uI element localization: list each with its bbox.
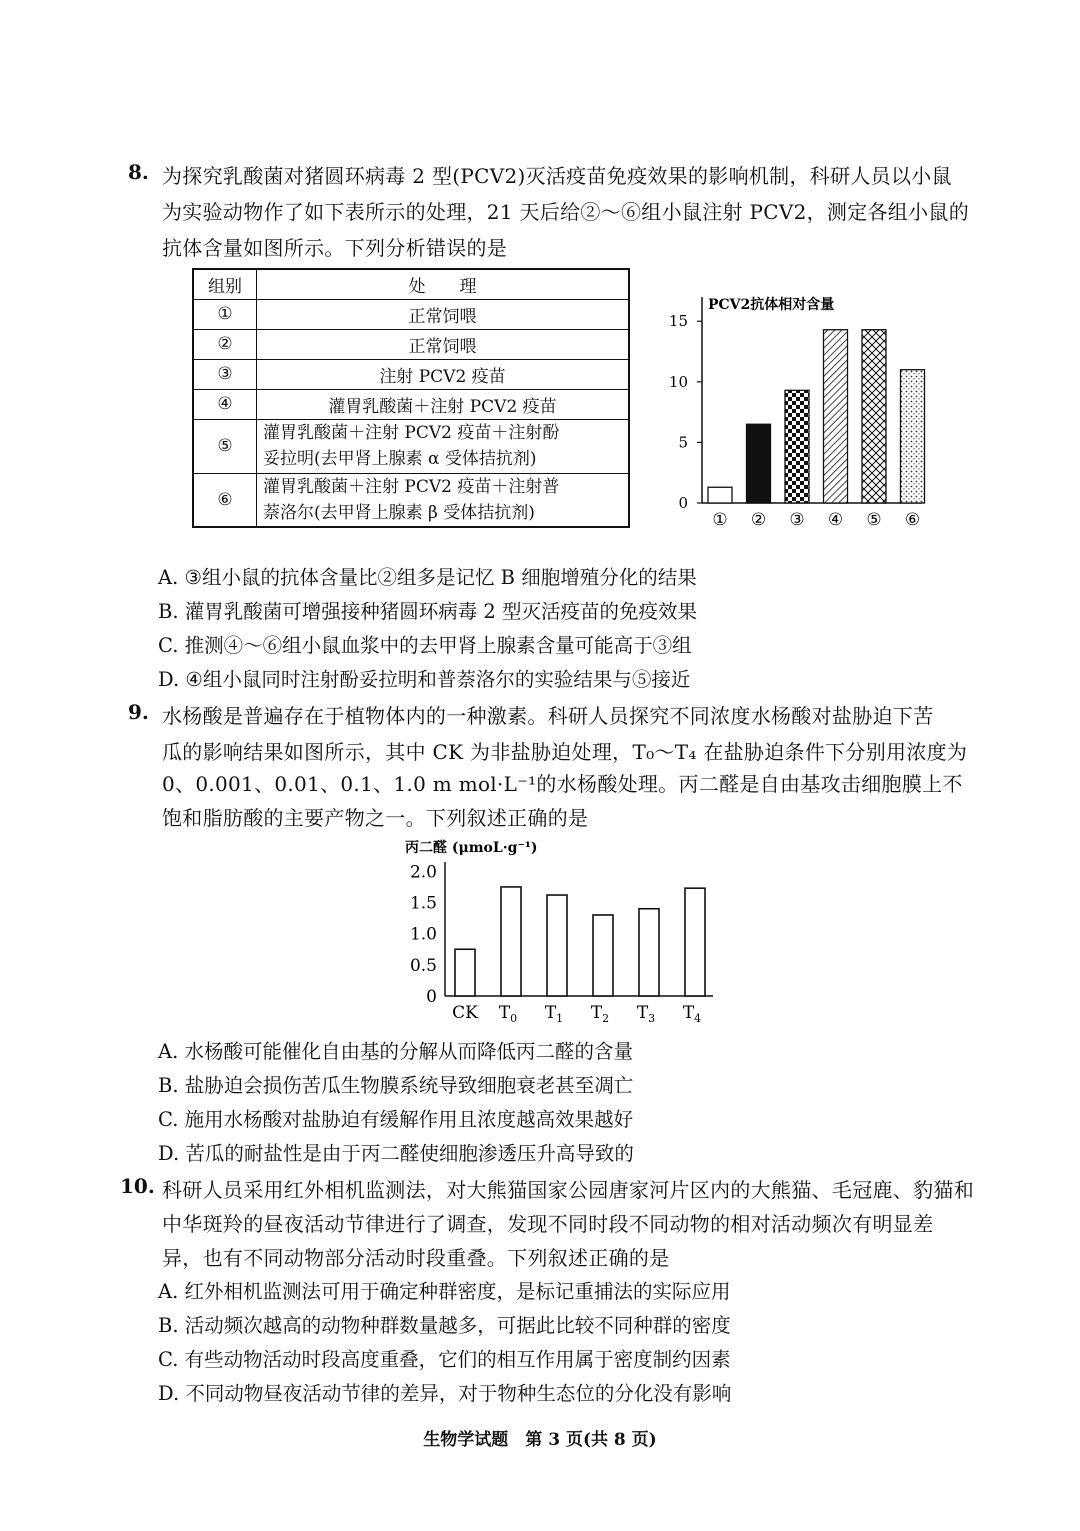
y-tick-label: 15	[668, 312, 688, 331]
x-tick-label: $T_4$	[682, 1003, 702, 1025]
bar-T4	[685, 888, 705, 996]
table-row	[193, 473, 629, 527]
q10-option-a[interactable]: A. 红外相机监测法可用于确定种群密度，是标记重捕法的实际应用	[158, 1280, 731, 1303]
q10-line: 异，也有不同动物部分活动时段重叠。下列叙述正确的是	[162, 1246, 670, 1270]
q8-number: 8.	[128, 160, 149, 184]
group-cell: ⑤	[193, 419, 257, 473]
group-cell: ②	[193, 329, 257, 359]
y-tick-label: 0	[678, 494, 688, 512]
q8-option-a[interactable]: A. ③组小鼠的抗体含量比②组多是记忆 B 细胞增殖分化的结果	[158, 566, 697, 589]
q10-number: 10.	[120, 1174, 155, 1198]
q9-line: 水杨酸是普遍存在于植物体内的一种激素。科研人员探究不同浓度水杨酸对盐胁迫下苦	[162, 704, 934, 728]
treatment-cell: 正常饲喂	[257, 299, 630, 329]
q10-option-c[interactable]: C. 有些动物活动时段高度重叠，它们的相互作用属于密度制约因素	[158, 1348, 731, 1371]
table-row	[193, 389, 629, 419]
x-tick-label: $T_2$	[590, 1003, 610, 1025]
q8-option-b[interactable]: B. 灌胃乳酸菌可增强接种猪圆环病毒 2 型灭活疫苗的免疫效果	[158, 600, 698, 623]
chart-title: 丙二醛 (μmoL·g⁻¹)	[405, 840, 538, 856]
q8-line: 为实验动物作了如下表所示的处理，21 天后给②～⑥组小鼠注射 PCV2，测定各组小鼠的	[162, 200, 969, 224]
q10-line: 科研人员采用红外相机监测法，对大熊猫国家公园唐家河片区内的大熊猫、毛冠鹿、豹猫和	[162, 1178, 974, 1202]
treatment-cell	[257, 473, 630, 527]
treatment-line: 萘洛尔(去甲肾上腺素 β 受体拮抗剂)	[263, 502, 535, 523]
bar-T0	[501, 887, 521, 996]
x-tick-label: ③	[789, 510, 805, 530]
bar-T2	[593, 915, 613, 996]
table-row	[193, 329, 629, 359]
bar-3	[785, 390, 809, 503]
q10-option-d[interactable]: D. 不同动物昼夜活动节律的差异，对于物种生态位的分化没有影响	[158, 1382, 732, 1405]
q9-line: 0、0.001、0.01、0.1、1.0 m mol·L⁻¹的水杨酸处理。丙二醛是自由基攻击细胞膜上不	[162, 772, 963, 796]
chart-title: PCV2抗体相对含量	[708, 297, 835, 313]
x-tick-label: ⑥	[904, 510, 921, 530]
table-header-row	[193, 269, 629, 299]
bar-CK	[455, 949, 475, 996]
x-tick-label: $T_0$	[498, 1003, 518, 1025]
q8-line: 抗体含量如图所示。下列分析错误的是	[162, 236, 508, 260]
q8-option-d[interactable]: D. ④组小鼠同时注射酚妥拉明和普萘洛尔的实验结果与⑤接近	[158, 668, 691, 691]
y-tick-label: 2.0	[409, 862, 437, 883]
treatment-cell: 灌胃乳酸菌＋注射 PCV2 疫苗	[257, 389, 630, 419]
q9-number: 9.	[128, 700, 149, 724]
bar-1	[708, 487, 732, 503]
y-tick-label: 1.0	[409, 924, 437, 945]
x-tick-label: ②	[750, 510, 767, 530]
q9-option-b[interactable]: B. 盐胁迫会损伤苦瓜生物膜系统导致细胞衰老甚至凋亡	[158, 1074, 634, 1097]
x-tick-label: ①	[712, 510, 728, 530]
treatment-cell: 注射 PCV2 疫苗	[257, 359, 630, 389]
q10-line: 中华斑羚的昼夜活动节律进行了调查，发现不同时段不同动物的相对活动频次有明显差	[162, 1212, 934, 1236]
bar-6	[901, 370, 925, 503]
y-tick-label: 5	[678, 433, 688, 452]
treatment-line: 妥拉明(去甲肾上腺素 α 受体拮抗剂)	[263, 449, 537, 469]
group-cell: ③	[193, 359, 257, 389]
page-footer: 生物学试题 第 3 页(共 8 页)	[423, 1430, 657, 1450]
y-tick-label: 10	[668, 372, 688, 391]
bar-T3	[639, 909, 659, 996]
mda-chart	[395, 832, 725, 1032]
q9-line: 饱和脂肪酸的主要产物之一。下列叙述正确的是	[162, 806, 589, 830]
x-tick-label: CK	[452, 1003, 478, 1023]
group-cell: ④	[193, 389, 257, 419]
treatment-line: 灌胃乳酸菌＋注射 PCV2 疫苗＋注射酚	[263, 423, 560, 443]
x-tick-label: ⑤	[866, 510, 882, 530]
header-treatment: 处 理	[257, 269, 630, 299]
treatment-cell: 正常饲喂	[257, 329, 630, 359]
table-row	[193, 299, 629, 329]
x-tick-label: $T_1$	[544, 1003, 564, 1025]
q8-option-c[interactable]: C. 推测④～⑥组小鼠血浆中的去甲肾上腺素含量可能高于③组	[158, 634, 692, 657]
q9-line: 瓜的影响结果如图所示，其中 CK 为非盐胁迫处理，T₀～T₄ 在盐胁迫条件下分别用浓度为	[162, 740, 968, 764]
group-cell: ⑥	[193, 473, 257, 527]
x-tick-label: $T_3$	[636, 1003, 656, 1025]
q9-option-c[interactable]: C. 施用水杨酸对盐胁迫有缓解作用且浓度越高效果越好	[158, 1108, 634, 1131]
pcv2-antibody-chart	[660, 285, 940, 535]
treatment-line: 灌胃乳酸菌＋注射 PCV2 疫苗＋注射普	[263, 476, 560, 497]
y-tick-label: 0.5	[409, 955, 437, 976]
y-tick-label: 1.5	[409, 893, 437, 914]
treatment-table	[192, 268, 630, 528]
q9-option-d[interactable]: D. 苦瓜的耐盐性是由于丙二醛使细胞渗透压升高导致的	[158, 1142, 634, 1165]
treatment-cell	[257, 419, 630, 473]
bar-2	[747, 424, 771, 503]
group-cell: ①	[193, 299, 257, 329]
header-group: 组别	[193, 269, 257, 299]
y-tick-label: 0	[426, 987, 437, 1007]
bar-T1	[547, 895, 567, 996]
q9-option-a[interactable]: A. 水杨酸可能催化自由基的分解从而降低丙二醛的含量	[158, 1040, 633, 1063]
bar-4	[824, 330, 848, 503]
bar-5	[862, 330, 886, 503]
q8-line: 为探究乳酸菌对猪圆环病毒 2 型(PCV2)灭活疫苗免疫效果的影响机制，科研人员以小鼠	[162, 164, 952, 188]
x-tick-label: ④	[827, 510, 844, 530]
q10-option-b[interactable]: B. 活动频次越高的动物种群数量越多，可据此比较不同种群的密度	[158, 1314, 731, 1337]
table-row	[193, 359, 629, 389]
table-row	[193, 419, 629, 473]
